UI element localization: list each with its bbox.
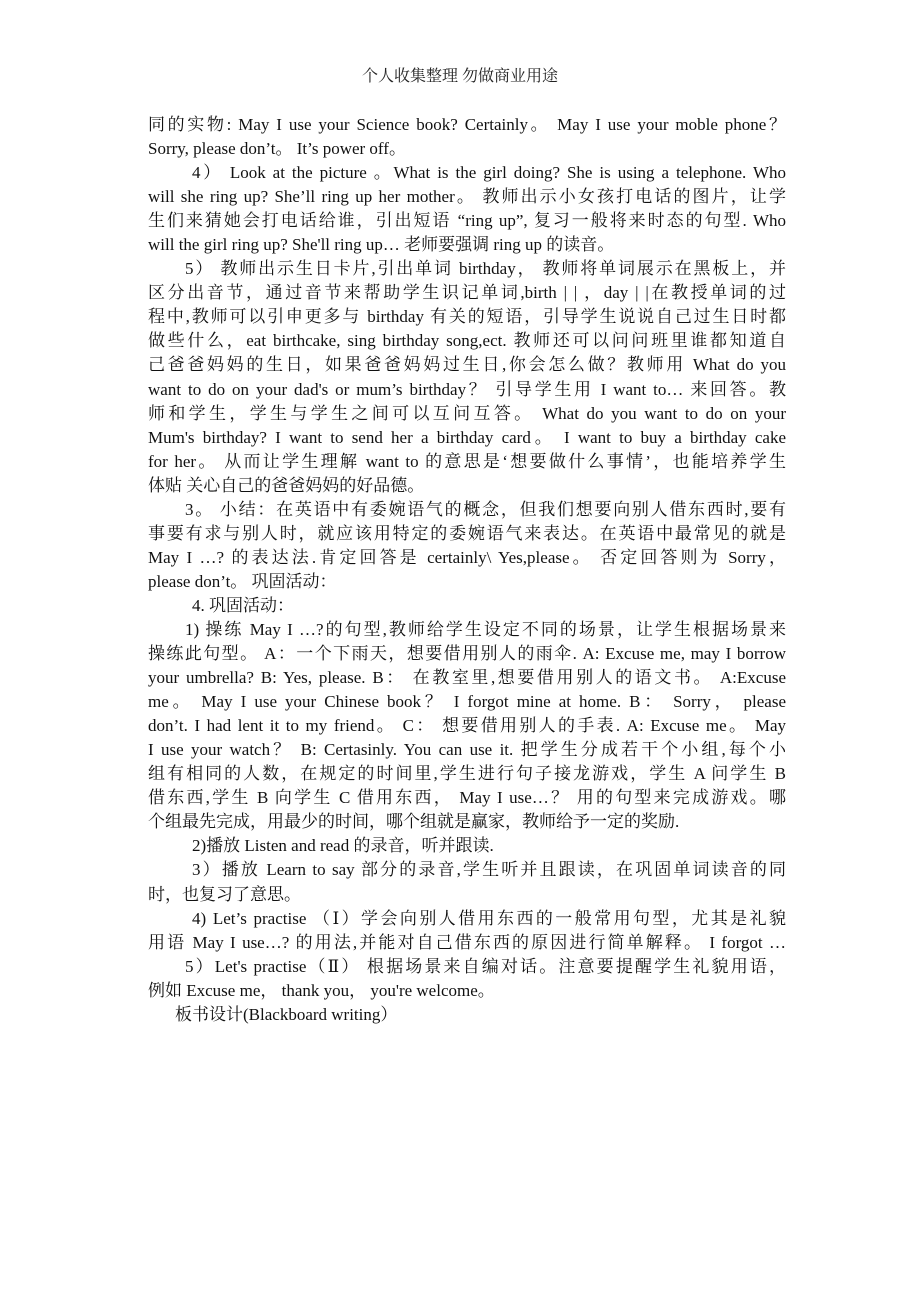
text-line: I use your watch？ B: Certasinly. You can use it. 把学生分成若干个小组,每个小 xyxy=(148,740,786,760)
text-line: will she ring up? She’ll ring up her mother。 教师出示小女孩打电话的图片，让学 xyxy=(148,187,786,207)
paragraph-4 xyxy=(148,498,786,594)
text-line: 师和学生，学生与学生之间可以互问互答。 What do you want to do on your xyxy=(148,403,786,423)
text-line: please don’t。 巩固活动： xyxy=(148,571,337,591)
document-body xyxy=(148,113,786,1027)
text-line: 5）Let's practise（Ⅱ） 根据场景来自编对话。注意要提醒学生礼貌用语， xyxy=(185,956,786,976)
text-line: 用语 May I use…? 的用法,并能对自己借东西的原因进行简单解释。 I forgot … xyxy=(148,932,786,952)
paragraph-7 xyxy=(148,834,786,858)
text-line: 体贴 关心自己的爸爸妈妈的好品德。 xyxy=(148,475,425,495)
text-line: 2)播放 Listen and read 的录音，听并跟读. xyxy=(192,836,494,856)
text-line: 5） 教师出示生日卡片,引出单词 birthday， 教师将单词展示在黑板上，并 xyxy=(185,259,786,279)
text-line: 个组最先完成，用最少的时间，哪个组就是赢家，教师给予一定的奖励. xyxy=(148,812,680,832)
text-line: don’t. I had lent it to my friend。 C： 想要借用别人的手表. A: Excuse me。 May xyxy=(148,716,786,736)
text-line: want to do on your dad's or mum’s birthday？ 引导学生用 I want to… 来回答。教 xyxy=(148,379,786,399)
section-heading: 板书设计(Blackboard writing） xyxy=(175,1004,398,1024)
text-line: 做些什么，eat birthcake, sing birthday song,ect. 教师还可以问问班里谁都知道自 xyxy=(148,331,786,351)
text-line: 4) Let’s practise （Ⅰ）学会向别人借用东西的一般常用句型，尤其是礼貌 xyxy=(192,908,786,928)
text-line: 组有相同的人数，在规定的时间里,学生进行句子接龙游戏，学生 A 问学生 B xyxy=(148,764,786,784)
paragraph-10 xyxy=(148,955,786,1003)
paragraph-8 xyxy=(148,858,786,906)
text-line: 操练此句型。 A：一个下雨天，想要借用别人的雨伞. A: Excuse me, may I borrow xyxy=(148,644,786,664)
paragraph-9 xyxy=(148,907,786,955)
paragraph-6 xyxy=(148,618,786,834)
paragraph-5 xyxy=(148,594,786,618)
text-line: 3）播放 Learn to say 部分的录音,学生听并且跟读，在巩固单词读音的同 xyxy=(192,860,786,880)
text-line: 3。 小结：在英语中有委婉语气的概念，但我们想要向别人借东西时,要有 xyxy=(185,499,786,519)
text-line: will the girl ring up? She'll ring up… 老师要强调 ring up 的读音。 xyxy=(148,235,615,255)
text-line: 同的实物: May I use your Science book? Certainly。 May I use your moble phone？ xyxy=(148,115,786,134)
text-line: Sorry, please don’t。 It’s power off。 xyxy=(148,139,406,159)
paragraph-1 xyxy=(148,113,786,161)
page-header: 个人收集整理 勿做商业用途 xyxy=(361,68,558,85)
text-line: 时，也复习了意思。 xyxy=(148,884,301,904)
text-line: 4. 巩固活动： xyxy=(192,595,294,615)
text-line: 区分出音节，通过音节来帮助学生识记单词,birth | | ，day | |在教授单词的过 xyxy=(148,283,786,303)
text-line: your umbrella? B: Yes, please. B： 在教室里,想要借用别人的语文书。 A:Excuse xyxy=(148,668,786,688)
text-line: 例如 Excuse me， thank you， you're welcome。 xyxy=(148,980,495,1000)
text-line: me。 May I use your Chinese book？ I forgot mine at home. B： Sorry， please xyxy=(148,692,786,712)
text-line: 程中,教师可以引申更多与 birthday 有关的短语，引导学生说说自己过生日时都 xyxy=(148,307,786,327)
paragraph-11 xyxy=(148,1003,786,1027)
text-line: 生们来猜她会打电话给谁，引出短语 “ring up”, 复习一般将来时态的句型. Who xyxy=(148,211,786,231)
text-line: May I …? 的表达法.肯定回答是 certainly\ Yes,please。 否定回答则为 Sorry， xyxy=(148,547,786,567)
text-line: 1) 操练 May I …?的句型,教师给学生设定不同的场景，让学生根据场景来 xyxy=(185,619,786,639)
text-line: Mum's birthday? I want to send her a birthday card。 I want to buy a birthday cake xyxy=(148,427,786,447)
text-line: 事要有求与别人时，就应该用特定的委婉语气来表达。在英语中最常见的就是 xyxy=(148,523,786,543)
text-line: 己爸爸妈妈的生日，如果爸爸妈妈过生日,你会怎么做？教师用 What do you xyxy=(148,355,786,375)
paragraph-3 xyxy=(148,257,786,497)
text-line: 4） Look at the picture 。What is the girl doing? She is using a telephone. Who xyxy=(192,163,786,183)
paragraph-2 xyxy=(148,161,786,257)
text-line: 借东西,学生 B 向学生 C 借用东西， May I use…？ 用的句型来完成游戏。哪 xyxy=(148,788,786,808)
text-line: for her。 从而让学生理解 want to 的意思是‘想要做什么事情’，也能培养学生 xyxy=(148,451,786,471)
